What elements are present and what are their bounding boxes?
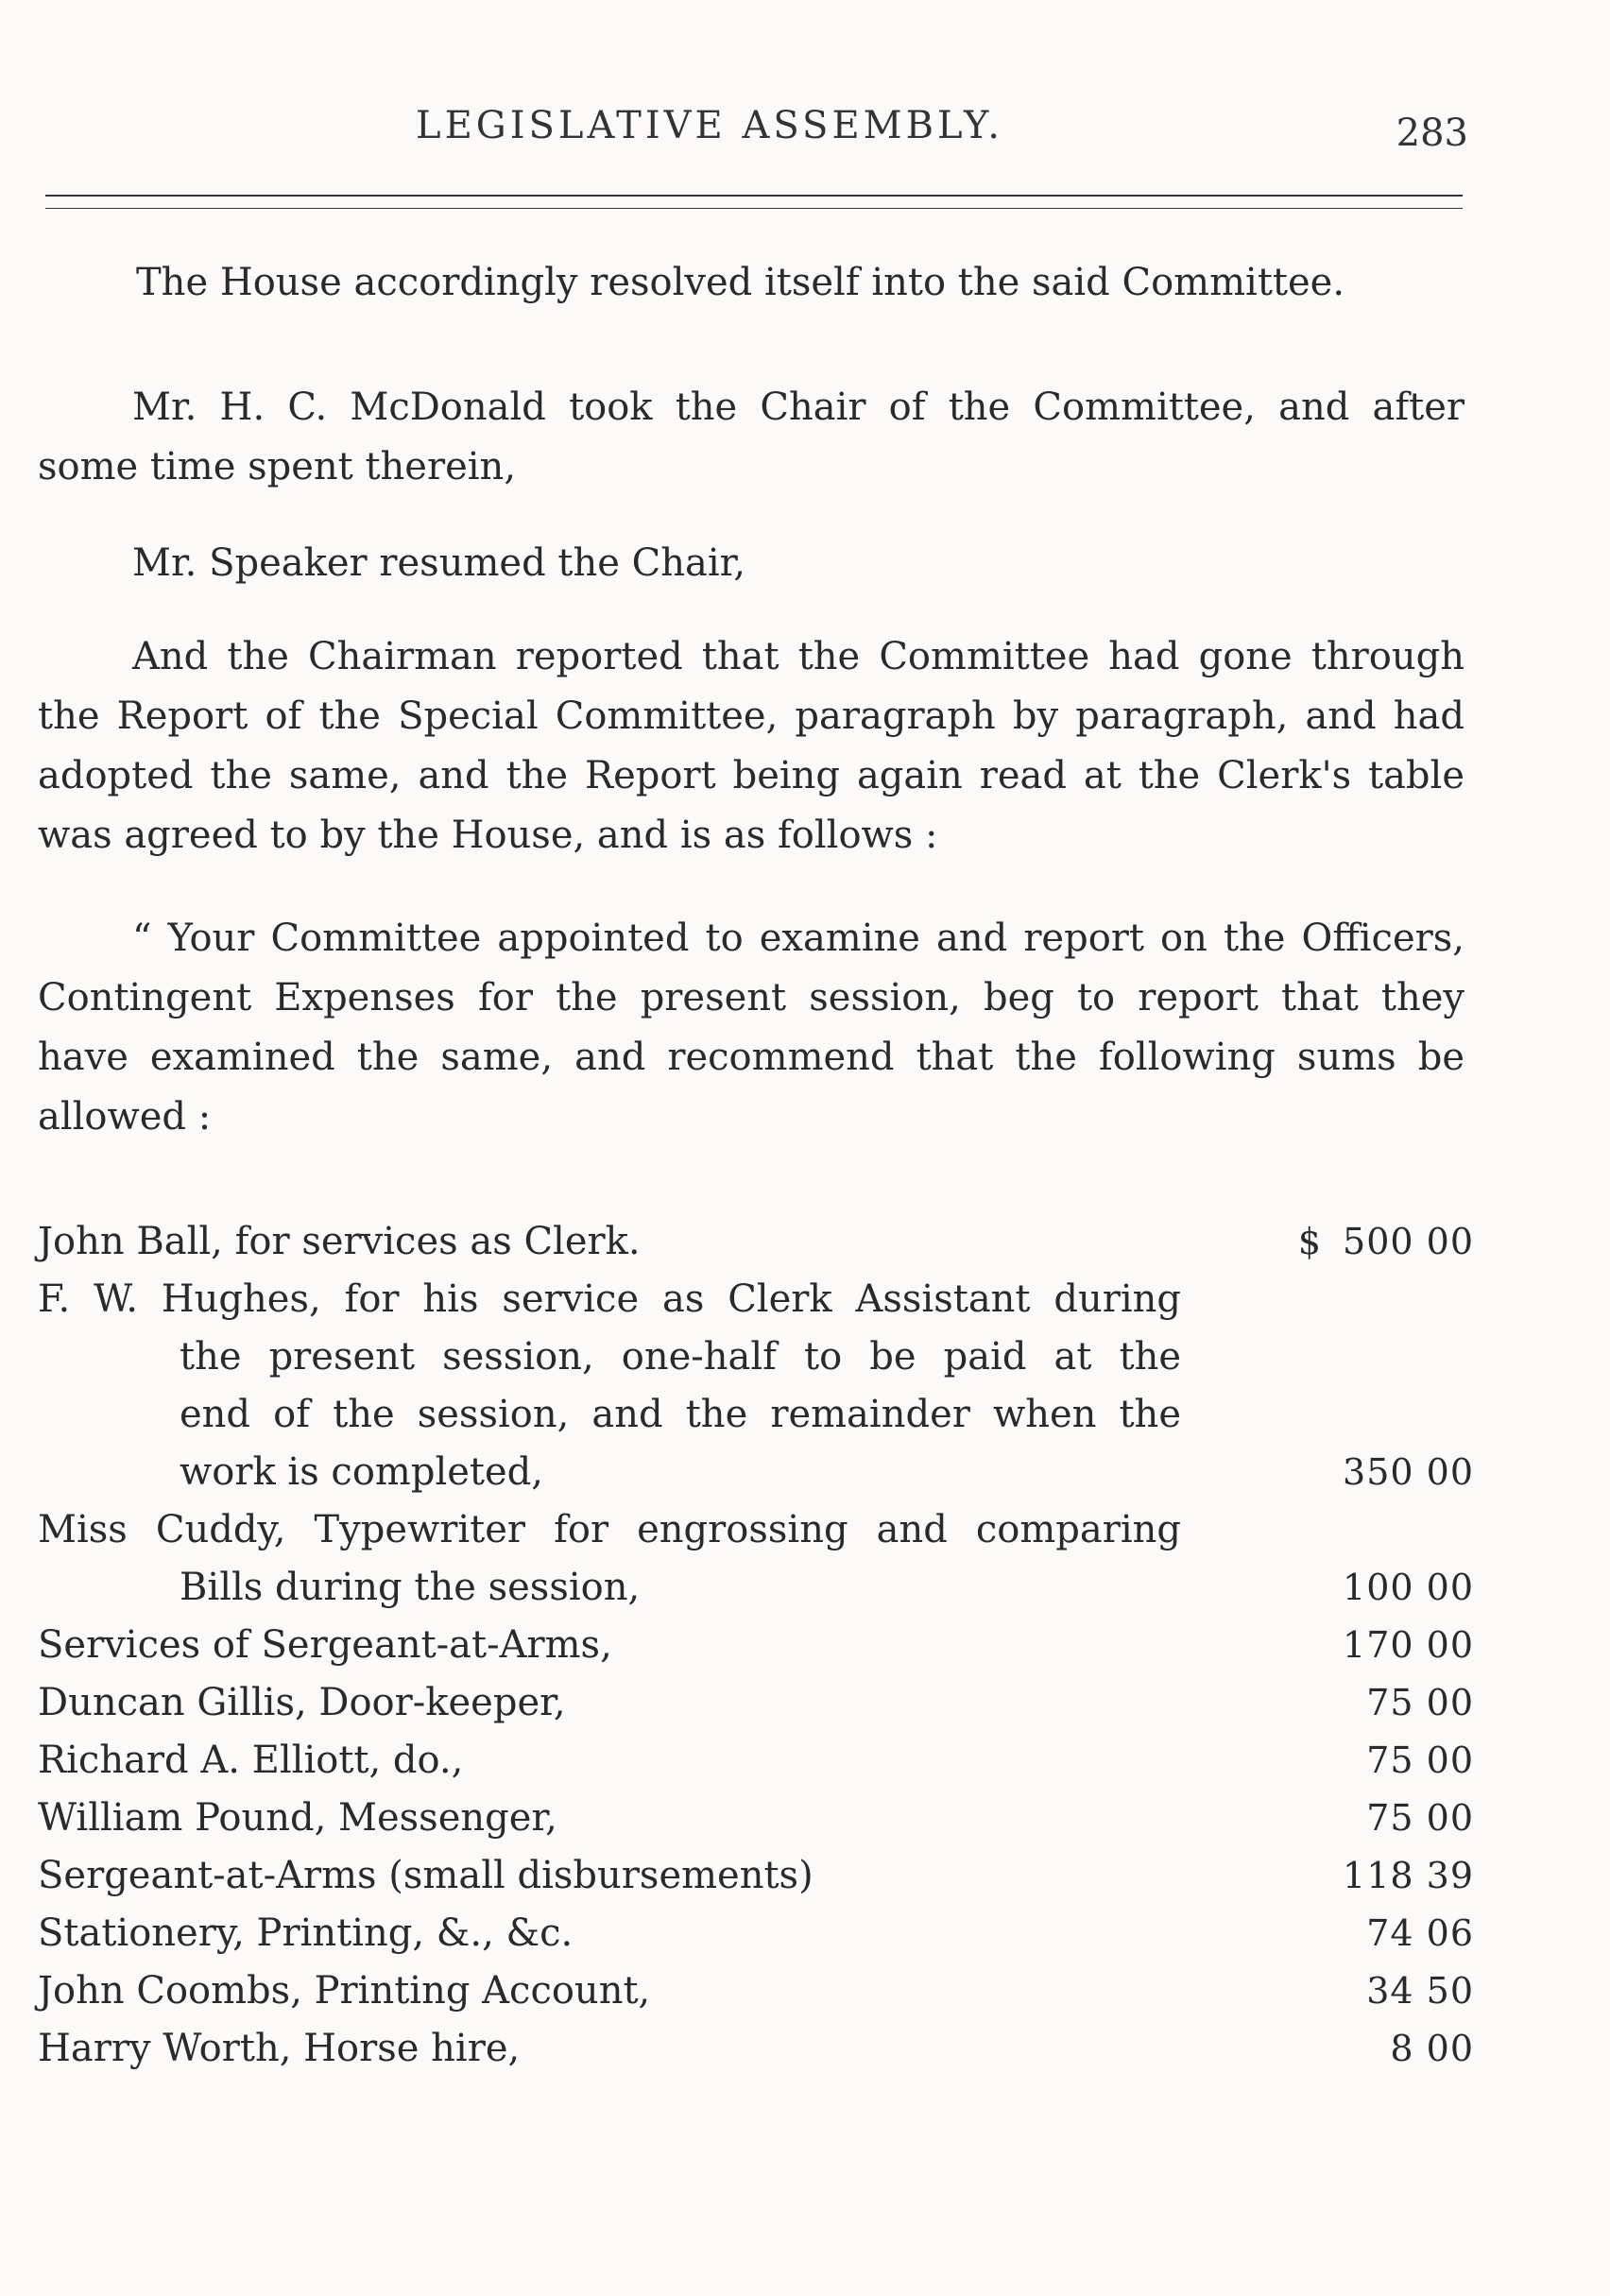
expense-row	[38, 2020, 1474, 2078]
expense-description: Bills during the session,	[180, 1566, 641, 1609]
expense-description: Richard A. Elliott, do.,	[38, 1739, 464, 1782]
amount-value: 500 00	[1343, 1221, 1474, 1262]
amount-value: 100 00	[1343, 1567, 1474, 1608]
amount-value: 74 06	[1366, 1912, 1474, 1954]
expense-description: the present session, one-half to be paid at the	[180, 1335, 1181, 1379]
paragraph-speaker-resumed	[132, 534, 745, 593]
paragraph-committee-resolved	[136, 253, 1402, 313]
expense-amount	[1228, 1962, 1474, 2020]
expense-row	[38, 1790, 1474, 1847]
expense-row	[38, 1962, 1474, 2020]
page-number: 283	[1396, 111, 1468, 155]
expense-amount	[1228, 1674, 1474, 1732]
expense-amount	[1228, 1444, 1474, 1501]
amount-value: 75 00	[1366, 1797, 1474, 1839]
expense-description: Duncan Gillis, Door-keeper,	[38, 1681, 566, 1724]
expense-amount	[1228, 1905, 1474, 1962]
paragraph-committee-report	[38, 909, 1464, 1147]
amount-value: 34 50	[1366, 1970, 1474, 2012]
expense-row	[38, 1617, 1474, 1674]
expense-amount	[1228, 1790, 1474, 1847]
expense-description: William Pound, Messenger,	[38, 1796, 557, 1840]
paragraph-line: have examined the same, and recommend that the following sums be	[38, 1036, 1464, 1079]
expense-row	[38, 1271, 1474, 1501]
paragraph-line: And the Chairman reported that the Committee had gone through	[132, 635, 1464, 678]
expense-description: John Coombs, Printing Account,	[38, 1969, 651, 2013]
expense-description: Stationery, Printing, &., &c.	[38, 1911, 574, 1955]
currency-symbol: $	[1297, 1221, 1323, 1262]
header-rule-bottom	[45, 208, 1463, 209]
expense-amount	[1228, 1732, 1474, 1790]
paragraph-line: Mr. Speaker resumed the Chair,	[132, 541, 746, 585]
expense-description: end of the session, and the remainder when the	[180, 1393, 1181, 1436]
expense-amount	[1228, 1213, 1474, 1271]
expense-description: Sergeant-at-Arms (small disbursements)	[38, 1854, 814, 1897]
amount-value: 75 00	[1366, 1739, 1474, 1781]
expense-amount	[1228, 2020, 1474, 2078]
amount-value: 75 00	[1366, 1682, 1474, 1723]
expense-description: Harry Worth, Horse hire,	[38, 2027, 521, 2070]
paragraph-chair-taken	[38, 378, 1464, 497]
expense-row	[38, 1674, 1474, 1732]
paragraph-line: Contingent Expenses for the present session, beg to report that they	[38, 976, 1464, 1019]
page-header	[0, 104, 1610, 161]
expense-description: Services of Sergeant-at-Arms,	[38, 1623, 612, 1667]
expense-amount	[1228, 1559, 1474, 1617]
expense-amount	[1228, 1617, 1474, 1674]
header-rule-top	[45, 195, 1463, 197]
expense-row	[38, 1905, 1474, 1962]
paragraph-line: some time spent therein,	[38, 445, 517, 488]
expense-row	[38, 1213, 1474, 1271]
paragraph-line: adopted the same, and the Report being again read at the Clerk's table	[38, 754, 1464, 797]
expenses-list	[38, 1213, 1474, 2078]
paragraph-line: “ Your Committee appointed to examine and report on the Officers,	[132, 917, 1464, 960]
expense-row	[38, 1501, 1474, 1617]
amount-value: 8 00	[1390, 2028, 1474, 2069]
page-title: LEGISLATIVE ASSEMBLY.	[416, 104, 1003, 147]
amount-value: 118 39	[1343, 1855, 1474, 1896]
paragraph-line: The House accordingly resolved itself into the said Committee.	[136, 261, 1345, 304]
expense-description: work is completed,	[180, 1450, 543, 1494]
paragraph-line: the Report of the Special Committee, paragraph by paragraph, and had	[38, 694, 1464, 738]
expense-row	[38, 1847, 1474, 1905]
paragraph-line: allowed :	[38, 1095, 212, 1139]
paragraph-line: Mr. H. C. McDonald took the Chair of the Committee, and after	[132, 386, 1464, 429]
amount-value: 170 00	[1343, 1624, 1474, 1666]
expense-description: F. W. Hughes, for his service as Clerk Assistant during	[38, 1277, 1181, 1321]
expense-row	[38, 1732, 1474, 1790]
paragraph-line: was agreed to by the House, and is as follows :	[38, 814, 938, 857]
amount-value: 350 00	[1343, 1451, 1474, 1493]
expense-amount	[1228, 1847, 1474, 1905]
expense-description: John Ball, for services as Clerk.	[38, 1220, 641, 1263]
expense-description: Miss Cuddy, Typewriter for engrossing and comparing	[38, 1508, 1181, 1551]
paragraph-chairman-reported	[38, 627, 1464, 865]
